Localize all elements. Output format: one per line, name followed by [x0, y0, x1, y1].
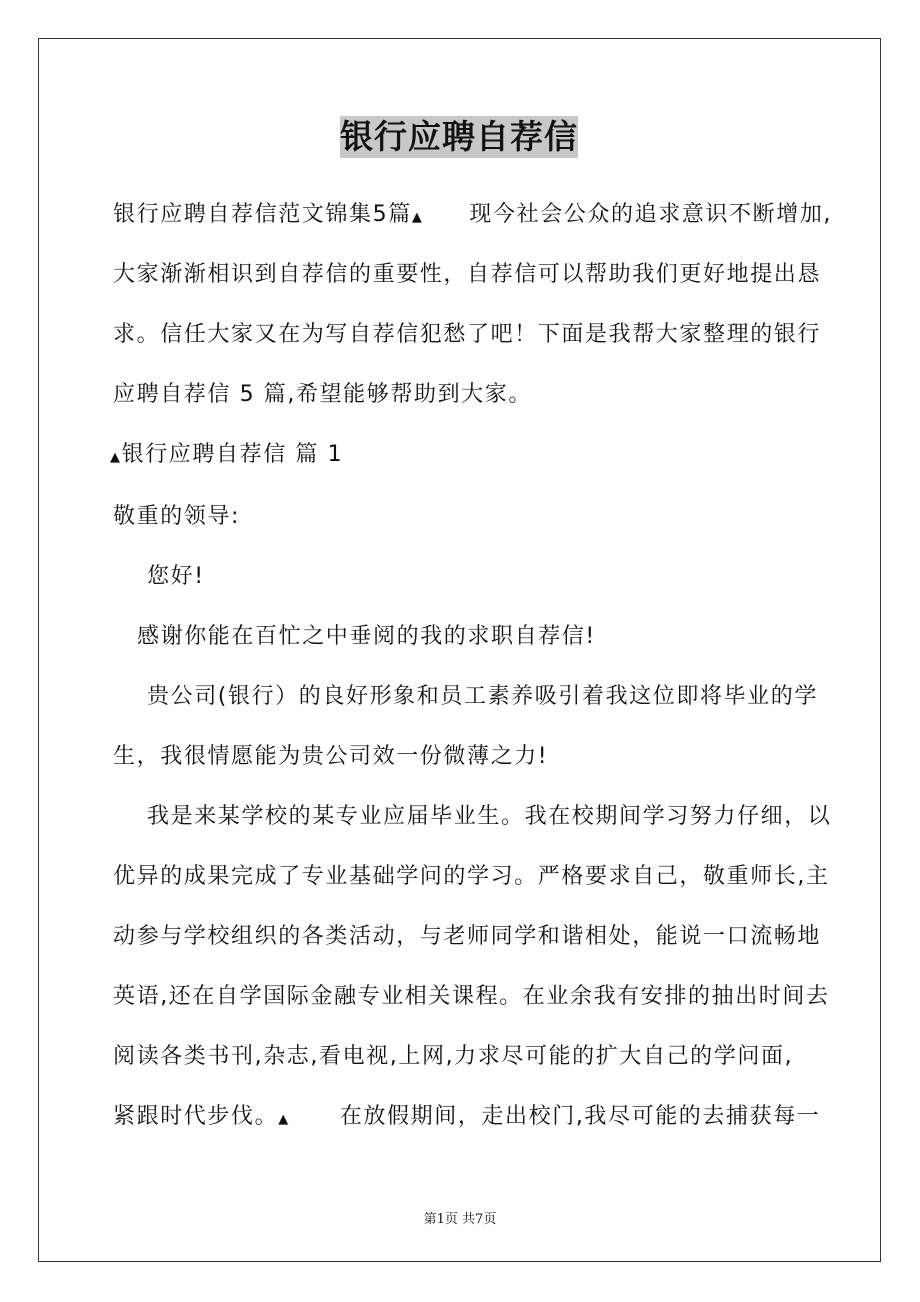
- section-heading-text: 银行应聘自荐信 篇 1: [121, 442, 344, 467]
- paragraph-2-line-1: 贵公司(银行）的良好形象和员工素养吸引着我这位即将毕业的学: [147, 684, 818, 709]
- paragraph-3-line-4: 英语,还在自学国际金融专业相关课程。在业余我有安排的抽出时间去: [113, 984, 830, 1009]
- section-heading: [110, 440, 343, 473]
- paragraph-mark-icon: ▲: [278, 1112, 290, 1127]
- paragraph-3-line-6: [113, 1102, 820, 1135]
- salutation: 敬重的领导:: [113, 504, 241, 529]
- paragraph-3-line-5: 阅读各类书刊,杂志,看电视,上网,力求尽可能的扩大自己的学问面,: [113, 1044, 794, 1069]
- paragraph-mark-icon: ▲: [411, 210, 424, 225]
- paragraph-2-line-2: 生，我很情愿能为贵公司效一份微薄之力!: [113, 744, 549, 769]
- document-title: 银行应聘自荐信: [340, 117, 578, 156]
- paragraph-text: 紧跟时代步伐。: [113, 1104, 279, 1129]
- paragraph-3-line-2: 优异的成果完成了专业基础学问的学习。严格要求自己，敬重师长,主: [113, 864, 830, 889]
- intro-line-1: [113, 200, 832, 233]
- paragraph-text: 在放假期间，走出校门,我尽可能的去捕获每一: [339, 1104, 821, 1129]
- paragraph-3-line-1: 我是来某学校的某专业应届毕业生。我在校期间学习努力仔细，以: [147, 804, 832, 829]
- intro-line-2: 大家渐渐相识到自荐信的重要性，自荐信可以帮助我们更好地提出恳: [113, 262, 822, 287]
- intro-text: 银行应聘自荐信范文锦集5篇: [113, 202, 412, 227]
- intro-text: 现今社会公众的追求意识不断增加,: [469, 202, 833, 227]
- greeting: 您好!: [147, 564, 205, 589]
- paragraph-1: 感谢你能在百忙之中垂阅的我的求职自荐信!: [137, 624, 596, 649]
- intro-line-3: 求。信任大家又在为写自荐信犯愁了吧！下面是我帮大家整理的银行: [113, 322, 822, 347]
- paragraph-mark-icon: ▲: [110, 450, 122, 465]
- paragraph-3-line-3: 动参与学校组织的各类活动，与老师同学和谐相处，能说一口流畅地: [113, 924, 822, 949]
- intro-line-4: 应聘自荐信 5 篇,希望能够帮助到大家。: [113, 382, 532, 407]
- page-number-footer: 第1页 共7页: [423, 1212, 497, 1227]
